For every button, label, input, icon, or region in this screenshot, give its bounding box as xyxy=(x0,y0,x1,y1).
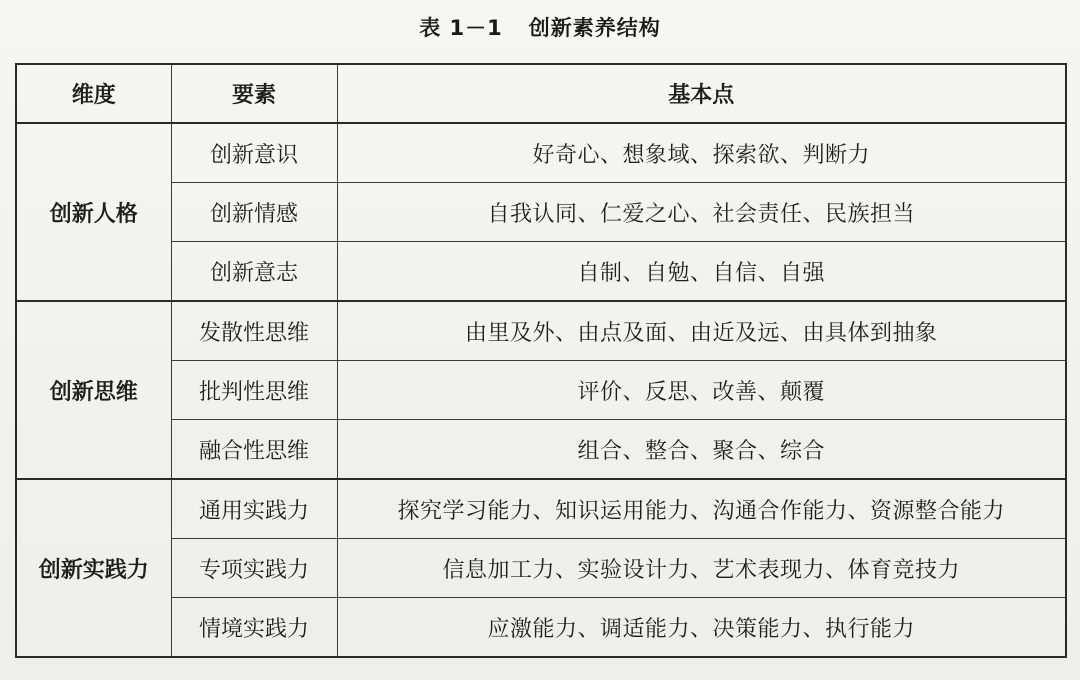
table-row xyxy=(16,123,1066,183)
table-row xyxy=(16,420,1066,480)
table-caption xyxy=(0,10,1080,46)
dimension-cell: 创新思维 xyxy=(16,301,171,479)
header-dimension: 维度 xyxy=(16,64,171,123)
table-number: 表 1－1 xyxy=(419,16,503,40)
element-cell: 发散性思维 xyxy=(171,301,337,361)
points-cell: 由里及外、由点及面、由近及远、由具体到抽象 xyxy=(337,301,1066,361)
points-cell: 自我认同、仁爱之心、社会责任、民族担当 xyxy=(337,183,1066,242)
points-cell: 组合、整合、聚合、综合 xyxy=(337,420,1066,480)
table-title: 创新素养结构 xyxy=(528,16,661,40)
points-cell: 评价、反思、改善、颠覆 xyxy=(337,361,1066,420)
table-row xyxy=(16,301,1066,361)
element-cell: 专项实践力 xyxy=(171,539,337,598)
element-cell: 创新意志 xyxy=(171,242,337,302)
element-cell: 创新情感 xyxy=(171,183,337,242)
header-element: 要素 xyxy=(171,64,337,123)
table-row xyxy=(16,361,1066,420)
element-cell: 情境实践力 xyxy=(171,598,337,658)
points-cell: 应激能力、调适能力、决策能力、执行能力 xyxy=(337,598,1066,658)
table-row xyxy=(16,479,1066,539)
points-cell: 好奇心、想象域、探索欲、判断力 xyxy=(337,123,1066,183)
element-cell: 通用实践力 xyxy=(171,479,337,539)
table-row xyxy=(16,539,1066,598)
element-cell: 批判性思维 xyxy=(171,361,337,420)
element-cell: 融合性思维 xyxy=(171,420,337,480)
header-basic-points: 基本点 xyxy=(337,64,1066,123)
points-cell: 自制、自勉、自信、自强 xyxy=(337,242,1066,302)
points-cell: 信息加工力、实验设计力、艺术表现力、体育竞技力 xyxy=(337,539,1066,598)
table-row xyxy=(16,598,1066,658)
element-cell: 创新意识 xyxy=(171,123,337,183)
table-row xyxy=(16,183,1066,242)
points-cell: 探究学习能力、知识运用能力、沟通合作能力、资源整合能力 xyxy=(337,479,1066,539)
dimension-cell: 创新人格 xyxy=(16,123,171,301)
innovation-literacy-table xyxy=(15,63,1067,658)
dimension-cell: 创新实践力 xyxy=(16,479,171,657)
table-row xyxy=(16,242,1066,302)
header-row xyxy=(16,64,1066,123)
